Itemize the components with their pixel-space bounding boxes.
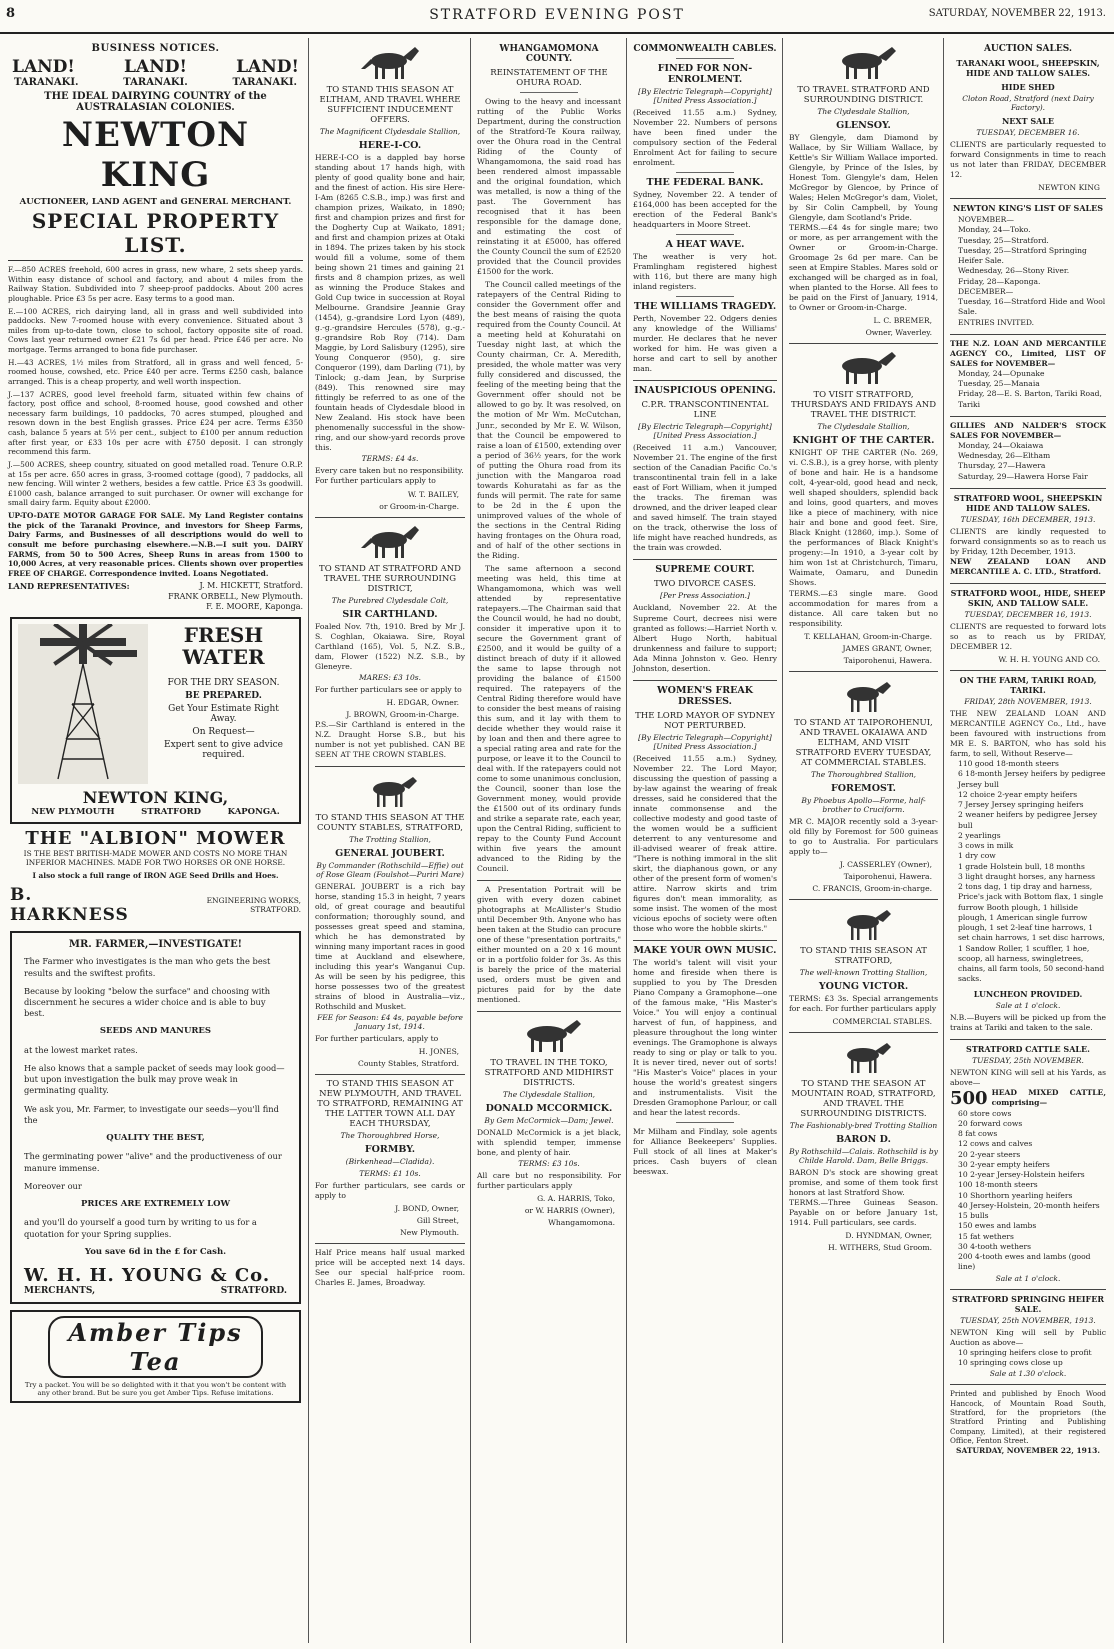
taranaki-banner — [8, 77, 303, 88]
ad-terms: TERMS: £3 10s. — [518, 1159, 580, 1169]
column-stallions-2 — [785, 38, 942, 1643]
fresh-water-ad — [10, 617, 301, 824]
farmer-para: The Farmer who investigates is the man who gets the best results and the swiftest profits. — [24, 956, 271, 978]
ad-sig: COMMERCIAL STABLES. — [832, 1016, 932, 1026]
ad-heading: TO TRAVEL STRATFORD AND SURROUNDING DISTRICT. — [797, 85, 930, 105]
paper-title: STRATFORD EVENING POST — [429, 7, 685, 23]
ad-sig: C. FRANCIS, Groom-in-charge. — [812, 883, 932, 893]
ad-sub: The Thoroughbred Horse, — [340, 1130, 440, 1140]
sale-list-item: Friday, 28—E. S. Barton, Tariki Road, Tariki — [958, 389, 1102, 409]
sale-location: Cloton Road, Stratford (next Dairy Factory). — [962, 94, 1094, 112]
sale-title: THE N.Z. LOAN AND MERCANTILE AGENCY CO., Limited, LIST OF SALES for NOVEMBER— — [950, 338, 1106, 368]
ad-heading: TO STAND THE SEASON AT MOUNTAIN ROAD, STRATFORD, AND TRAVEL THE SURROUNDING DISTRICTS. — [791, 1078, 936, 1119]
amber-tips-fine: Try a packet. You will be so delighted with it that you won't be content with any other brand. But be sure you get Amber Tips. Refuse imitations. — [24, 1381, 287, 1398]
farmer-para: Moreover our — [24, 1180, 82, 1191]
ad-sub: The Trotting Stallion, — [349, 834, 431, 844]
property-item: J.—137 ACRES, good level freehold farm, situated within few chains of factory, post office and school, 8-roomed house, good cowshed and other necessary farm buildings, 10 paddocks, 70 acres stumped, ploughed and resown down in the best English grasses. Price £24 per acre. Terms £350 cash, balance 5 years at 5½ per cent., subject to £100 per annum reduction after first year, or £33 10s per acre with £750 deposit. I can strongly recommend this farm. — [8, 389, 303, 457]
sale-body: CLIENTS are requested to forward lots so as to reach us by FRIDAY, DECEMBER 12. — [950, 621, 1106, 651]
column-rule — [626, 38, 627, 1643]
story-body: (Received 11 a.m.) Vancouver, November 21. The engine of the first section of the Canadian Pacific Co.'s transcontinental train fell in a lake east of Fort William, when it jumped the tracks. The fireman was drowned, and the driver leaped clear and saved himself. The train stayed on the track, otherwise the loss of life might have reached hundreds, as the train was crowded. — [633, 443, 777, 553]
sale-body: NEWTON King will sell by Public Auction as above— — [950, 1327, 1106, 1347]
ad-sig: or W. HARRIS (Owner), — [524, 1206, 615, 1216]
amber-tips-logo: Amber Tips Tea — [48, 1316, 263, 1378]
land-banner — [8, 57, 303, 77]
rep-name: FRANK ORBELL, New Plymouth. — [168, 591, 303, 601]
sale-date: TUESDAY, 16th DECEMBER, 1913. — [960, 514, 1096, 524]
story-body: Sydney, November 22. A tender of £164,000 has been accepted for the erection of the Federal Bank's headquarters in Moore Street. — [633, 190, 777, 230]
ad-body: BARON D's stock are showing great promise, and some of them took first honors at last Stratford Show. — [789, 1167, 938, 1197]
ad-sub: By Phoebus Apollo—Forme, half-brother to Cruciform. — [801, 795, 926, 814]
sale-list-item: DECEMBER— — [958, 286, 1014, 296]
horse-icon — [477, 1016, 621, 1054]
auction-sales-heading: AUCTION SALES. — [983, 44, 1073, 54]
iron-age-line: I also stock a full range of IRON AGE Seed Drills and Hoes. — [32, 870, 279, 880]
land-word: LAND! — [124, 57, 187, 77]
sale-list-item: 2 yearlings — [958, 830, 1001, 840]
sale-list-item: 2 weaner heifers by pedigree Jersey bull — [958, 810, 1098, 830]
sale-list-item: 10 springing heifers close to profit — [958, 1347, 1092, 1357]
sale-body: CLIENTS are kindly requested to forward consignments so as to reach us by Friday, 12th December, 1913. — [950, 526, 1106, 556]
property-item: H.—43 ACRES, 1½ miles from Stratford, all in grass and well fenced, 5-roomed house, cowshed, etc. Price £40 per acre. Terms £250 cash, balance arranged. This is a cheap property, and well worth inspection. — [8, 357, 303, 386]
ad-body: Foaled Nov. 7th, 1910. Bred by Mr J. S. Coghlan, Okaiawa. Sire, Royal Carthland (165), Vol. 5, N.Z. S.B., dam, Flower (1522) N.Z. S.B., by Gleneyre. — [315, 621, 465, 671]
ad-contact: For further particulars, apply to — [315, 1033, 439, 1043]
ad-sub: The Clydesdale Stallion, — [817, 107, 910, 116]
sale-list-item: 3 light draught horses, any harness — [958, 871, 1096, 881]
reps-label: LAND REPRESENTATIVES: — [8, 581, 130, 592]
sale-title: NEXT SALE — [1001, 116, 1055, 126]
masthead — [0, 0, 1114, 34]
ad-sub: (Birkenhead—Cladida). — [345, 1156, 435, 1166]
ad-body: KNIGHT OF THE CARTER (No. 269, vi. C.S.B.), is a grey horse, with plenty of bone and hair. He is a handsome colt, 4-year-old, good head and neck, well shaped shoulders, splendid back and loins, good quarters, and moves like a piece of machinery, with nice hair and bone and good feet. Sire, Black Knight (12860, imp.). Some of the performances of Black Knight's progeny:—In 1910, a 3-year colt by him won 1st at Christchurch, Timaru, Waimate, Oamaru, and Dunedin Shows. — [789, 448, 938, 588]
farmer-para: and you'll do yourself a good turn by writing to us for a quotation for your Spring supplies. — [24, 1217, 257, 1239]
half-price-notice: Half Price means half usual marked price will be accepted next 14 days. See our special half-price room. Charles E. James, Broadway. — [315, 1247, 465, 1287]
sale-list-item: 15 fat wethers — [958, 1231, 1014, 1241]
ad-name: YOUNG VICTOR. — [818, 980, 909, 992]
sale-title: TARANAKI WOOL, SHEEPSKIN, HIDE AND TALLOW SALES. — [956, 58, 1100, 78]
sale-title: STRATFORD SPRINGING HEIFER SALE. — [952, 1293, 1104, 1314]
farmer-para: QUALITY THE BEST, — [106, 1132, 205, 1143]
ad-sig: W. T. BAILEY, — [407, 489, 459, 499]
column-cables — [629, 38, 781, 1643]
ad-terms: TERMS: £1 10s. — [359, 1168, 421, 1178]
ad-terms: TERMS.—Three Guineas Season. Payable on or before January 1st, 1914. Full particulars, see cards. — [789, 1197, 938, 1227]
ad-note: Every care taken but no responsibility. — [315, 466, 464, 476]
taranaki-word: TARANAKI. — [123, 77, 188, 88]
sale-list-item: 2 tons dag, 1 tip dray and harness, Price's jack with Bottom flax, 1 single furrow Booth plough, 1 hillside plough, 1 American single furrow plough, 1 set 2-leaf tine harrows, 1 set chain harrows, 1 set disc harrows, 1 Sandow Roller, 1 scuffler, 1 hoe, scoop, all harness, swingletrees, chains, all farm tools, 50 second-hand sacks. — [958, 882, 1105, 984]
ad-heading: TO STAND THIS SEASON AT STRATFORD, — [800, 945, 927, 966]
ad-contact: For further particulars apply to — [315, 476, 436, 486]
article-para: The Council called meetings of the ratepayers of the Central Riding to consider the Government offer and the best means of raising the quota required from the County Council. At a meeting held at Kohuratahi on Tuesday night last, at which the County chairman, Cr. A. Meredith, presided, the whole matter was very fully considered and discussed, the feeling of the meeting being that the Government offer should not be allowed to go by. It was resolved, on the motion of Mr Wm. McCutchan, Junr., seconded by Mr E. W. Wilson, that the Council be empowered to raise a loan of £1500, extending over a period of 36½ years, for the work of putting the Ohura road from its junction with the Mangaroa road towards Kohuratahi as far as the funds will permit. The rate for same to be 2d in the £ upon the unimproved values of the whole of the sections in the Central Riding having frontages on the Ohura road, and of half of the other sections in the Riding. — [477, 280, 621, 560]
sale-list-item: 10 Shorthorn yearling heifers — [958, 1190, 1073, 1200]
horse-icon — [315, 522, 465, 560]
column-business-notices — [4, 38, 307, 1643]
horse-icon — [789, 904, 938, 942]
publisher-imprint: Printed and published by Enoch Wood Hancock, of Mountain Road South, Stratford, for the proprietors (the Stratford Printing and Publishing Company, Limited), at their registered Office, Fenton Street. — [950, 1384, 1106, 1445]
ad-sub: By Commander (Rothschild—Effie) out of Rose Gleam (Foulshot—Puriri Mare) — [316, 860, 464, 879]
story-note: Mr Milham and Findlay, sole agents for Alliance Beekeepers' Supplies. Full stock of all lines at Maker's prices. Cash buyers of clean beeswax. — [633, 1127, 777, 1177]
sale-list — [950, 441, 1106, 482]
sale-list — [950, 215, 1106, 328]
article-headline: WHANGAMOMONA COUNTY. — [499, 44, 599, 64]
ad-terms: MARES: £3 10s. — [359, 672, 421, 682]
land-representatives — [8, 581, 303, 612]
sale-list — [950, 369, 1106, 410]
sale-list — [950, 759, 1106, 985]
sale-body: THE NEW ZEALAND LOAN AND MERCANTILE AGENCY Co., Ltd., have been favoured with instructions from MR E. S. BARTON, who has sold his farm, to sell, Without Reserve— — [950, 709, 1106, 759]
farmer-investigate-ad — [10, 931, 301, 1304]
sale-title: STRATFORD CATTLE SALE. — [966, 1043, 1090, 1054]
ad-body: DONALD McCormick is a jet black, with splendid temper, immense bone, and plenty of hair. — [477, 1128, 621, 1158]
story-title: FINED FOR NON-ENROLMENT. — [657, 63, 753, 85]
sale-list-item: Tuesday, 25—Manaia — [958, 379, 1040, 389]
farmer-para: Because by looking "below the surface" and choosing with discernment he secures a wider choice and is able to buy best. — [24, 985, 271, 1019]
ad-name: HERE-I-CO. — [358, 140, 422, 151]
ad-name: DONALD MCCORMICK. — [485, 1103, 613, 1115]
cattle-count: 500 — [950, 1087, 988, 1109]
sale-list-item: ENTRIES INVITED. — [958, 317, 1035, 327]
luncheon-line: LUNCHEON PROVIDED. — [973, 988, 1083, 999]
cattle-head-line: HEAD MIXED CATTLE, comprising— — [991, 1088, 1106, 1108]
ad-contact: For further particulars, see cards or apply to — [315, 1180, 465, 1200]
sale-list-item: 100 18-month steers — [958, 1180, 1038, 1190]
column-rule — [470, 38, 471, 1643]
ad-terms: TERMS: £4 4s. — [361, 454, 419, 464]
sale-date: TUESDAY, DECEMBER 16. — [976, 128, 1080, 137]
sale-sig: NEWTON KING — [1038, 183, 1100, 193]
amber-tips-ad — [10, 1310, 301, 1403]
story-title: SUPREME COURT. — [655, 564, 755, 576]
sale-list-item: 1 dry cow — [958, 851, 996, 861]
story-body: Auckland, November 22. At the Supreme Court, decrees nisi were granted as follows:—Harriet North v. Albert Hugo North, habitual drunkenness and failure to support; Ada Minna Johnston v. Geo. Henry Johnston, desertion. — [633, 603, 777, 673]
horse-icon — [789, 348, 938, 386]
newton-king-towns — [18, 807, 293, 817]
ad-heading: TO STAND THIS SEASON AT ELTHAM, AND TRAVEL WHERE SUFFICIENT INDUCEMENT OFFERS. — [319, 85, 461, 125]
taranaki-word: TARANAKI. — [232, 77, 297, 88]
ad-body: BY Glengyle, dam Diamond by Wallace, by Sir William Wallace, by Kettle's Sir William Wallace imported. Glengyle, by Prince of the Isles, by Honest Tom. Glengyle's dam, Helen McGregor by Glencoe, by Prince of Wales; Helen McGregor's dam, Violet, by Sir Colin Campbell, by Young Glengyle, dam Scotland's Pride. — [789, 133, 938, 223]
sale-list-item: Tuesday, 25—Stratford. — [958, 235, 1049, 245]
property-item: E.—100 ACRES, rich dairying land, all in grass and well subdivided into paddocks. New 7-roomed house with every convenience. Situated about 3 miles from up-to-date town, close to school, factory opposite site of road. Cows last year returned owner £21 7s 6d per head. Price £46 per acre. No mortgage. Terms arranged to bona fide purchaser. — [8, 306, 303, 354]
ad-sig: New Plymouth. — [400, 1227, 459, 1237]
ad-body: HERE-I-CO is a dappled bay horse standing about 17 hands high, with plenty of good quality bone and hair, and the finest of action. His sire Here-I-Am (8265 C.S.B., imp.) was first and champion prizes, Waikato, in 1890; first and champion prizes and first for the Dogherty Cup at Waikato, 1891; and first and champion prizes at Otaki in 1894. The prizes taken by his stock would fill a volume, some of them being shown 21 times and gaining 21 firsts and 8 champion prizes, as well as winning the Produce Stakes and Gold Cup twice in succession at Royal Melbourne. Grandsire Jeannie Gray (1454), g.-grandsire Lord Lyon (489), g.-g.-grandsire Hercules (578), g.-g.-g.-grandsire Rob Roy (714). Dam Maggie, by Lord Salisbury (1295), sire Young Conqueror (950), g. sire Conqueror (199), dam Darling (71), by Tinlock; g.-dam Jean, by Surprise (849). This renowned sire may fittingly be referred to as one of the fountain heads of Clydesdale blood in New Zealand. His stock have been phenomenally successful in the show-ring, and our show-yard records prove this. — [315, 153, 465, 453]
ad-sub: The Clydesdale Stallion, — [817, 422, 910, 432]
ad-name: SIR CARTHLAND. — [342, 608, 438, 620]
ad-note: P.S.—Sir Carthland is entered in the N.Z. Draught Horse S.B., but his number is not yet published. CAN BE SEEN AT THE CROWN STABLES. — [315, 719, 465, 759]
sale-time: Sale at 1 o'clock. — [995, 1273, 1061, 1283]
ad-name: FOREMOST. — [831, 782, 896, 794]
sale-list-item: Saturday, 29—Hawera Horse Fair — [958, 471, 1088, 481]
sale-body: NEWTON KING will sell at his Yards, as above— — [950, 1067, 1106, 1087]
sale-list-item: 6 18-month Jersey heifers by pedigree Jersey bull — [958, 769, 1106, 789]
story-body: (Received 11.55 a.m.) Sydney, November 22. The Lord Mayor, discussing the question of passing a by-law against the wearing of freak dresses, said he considered that the innate commonsense and the collective modesty and good taste of the women would be a sufficient deterrent to any venturesome and ill-advised wearer of freak attire. "There is nothing immoral in the slit skirt, the diaphanous gown, or any other of the present form of women's attire. Narrow skirts and trim figures don't mean immorality, as some insist. The women of the most vicious epochs of society were often those who wore the hobble skirts." — [633, 753, 777, 933]
sale-list-item: 110 good 18-month steers — [958, 759, 1059, 769]
whyoung-town: STRATFORD. — [220, 1286, 287, 1297]
horse-icon — [315, 43, 465, 81]
ad-sig: or Groom-in-Charge. — [379, 501, 459, 511]
sale-list-item: 200 4-tooth ewes and lambs (good line) — [958, 1252, 1091, 1272]
ad-terms: TERMS: £3 3s. Special arrangements for each. For further particulars apply — [789, 993, 938, 1013]
farmer-para: We ask you, Mr. Farmer, to investigate our seeds—you'll find the — [24, 1103, 279, 1125]
sale-note: N.B.—Buyers will be picked up from the trains at Tariki and taken to the sale. — [950, 1012, 1106, 1032]
newton-king-footer: NEWTON KING, — [82, 787, 229, 807]
sale-date: TUESDAY, 25th NOVEMBER. — [972, 1055, 1084, 1065]
ad-sig: H. EDGAR, Owner. — [386, 697, 459, 707]
sale-list-item: 8 fat cows — [958, 1129, 998, 1139]
taranaki-word: TARANAKI. — [14, 77, 79, 88]
sale-sig: W. H. H. YOUNG AND CO. — [998, 655, 1100, 665]
sale-title: HIDE SHED — [1001, 82, 1055, 92]
fw-line: BE PREPARED. — [185, 690, 262, 701]
ad-body: GENERAL JOUBERT is a rich bay horse, standing 15.3 in height, 7 years old, of great courage and beautiful conformation; thoroughly sound, and possesses great speed and stamina, which he has demonstrated by winning many important races in good time at Auckland and elsewhere, including this year's Wanganui Cup. As will be seen by his pedigree, this horse possesses two of the greatest strains of blood in Australia—viz., Rothschild and Musket. — [315, 881, 465, 1011]
fw-line: On Request— — [192, 726, 255, 737]
property-item: J.—500 ACRES, sheep country, situated on good metalled road. Tenure O.R.P. at 15s per acre. 650 acres in grass, 3-roomed cottage (good), 7 paddocks, all new fencing. Will winter 2 wethers, besides a few cattle. Price £3 3s goodwill. £1000 cash, balance arranged to suit purchaser. Or owner will exchange for small dairy farm. Equity about £2000. — [8, 459, 303, 508]
sale-list-item: 150 ewes and lambs — [958, 1221, 1037, 1231]
windmill-illustration — [18, 624, 148, 784]
ad-sig: G. A. HARRIS, Toko, — [537, 1194, 615, 1204]
sale-list-item: 20 forward cows — [958, 1118, 1023, 1128]
fw-line: Get Your Estimate Right Away. — [168, 703, 279, 724]
ad-sig: Taiporohenui, Hawera. — [843, 871, 932, 881]
column-rule — [308, 38, 309, 1643]
column-stallions-1 — [311, 38, 469, 1643]
ad-contact: For further particulars see or apply to — [315, 684, 462, 694]
ad-name: KNIGHT OF THE CARTER. — [792, 435, 935, 447]
sale-date: TUESDAY, DECEMBER 16, 1913. — [964, 609, 1092, 619]
page-number: 8 — [6, 6, 16, 21]
cattle-count-row — [950, 1088, 1106, 1109]
story-credit: [By Electric Telegraph—Copyright] [United Press Association.] — [638, 87, 772, 105]
ad-note: All care but no responsibility. For further particulars apply — [477, 1171, 621, 1191]
ad-sig: L. C. BREMER, — [873, 316, 932, 326]
ad-sub: The Fashionably-bred Trotting Stallion — [789, 1120, 938, 1130]
sale-list-item: Thursday, 27—Hawera — [958, 461, 1046, 471]
story-credit: [Per Press Association.] — [660, 591, 750, 601]
sale-time: Sale at 1 o'clock. — [995, 1000, 1061, 1010]
sale-date: TUESDAY, 25th NOVEMBER, 1913. — [960, 1315, 1096, 1325]
ad-sub: The Thoroughbred Stallion, — [810, 769, 917, 779]
sale-list-item: 1 grade Holstein bull, 18 months — [958, 861, 1085, 871]
ad-sig: J. CASSERLEY (Owner), — [839, 859, 932, 869]
sale-title: STRATFORD WOOL, SHEEPSKIN HIDE AND TALLOW SALES. — [953, 492, 1103, 513]
sale-list-item: 3 cows in milk — [958, 841, 1014, 851]
ad-name: GENERAL JOUBERT. — [335, 847, 445, 859]
sale-list-item: 10 springing cows close up — [958, 1357, 1063, 1367]
sale-title: STRATFORD WOOL, HIDE, SHEEP SKIN, AND TALLOW SALE. — [950, 587, 1106, 608]
land-word: LAND! — [236, 57, 299, 77]
story-title: A HEAT WAVE. — [665, 239, 745, 251]
column-rule — [782, 38, 783, 1643]
rep-name: J. M. HICKETT, Stratford. — [199, 581, 303, 591]
sale-list-item: Monday, 24—Okaiawa — [958, 440, 1044, 450]
ad-heading: TO STAND THIS SEASON AT THE COUNTY STABLES, STRATFORD, — [315, 812, 465, 833]
story-sub: TWO DIVORCE CASES. — [654, 579, 756, 590]
ad-sub: The Magnificent Clydesdale Stallion, — [319, 127, 461, 136]
harkness-name: B. HARKNESS — [10, 885, 129, 926]
sale-time: Sale at 1.30 o'clock. — [989, 1369, 1067, 1379]
story-credit: [By Electric Telegraph—Copyright] [United Press Association.] — [638, 732, 772, 751]
story-title: THE FEDERAL BANK. — [646, 177, 764, 189]
whyoung-sub — [24, 1286, 287, 1296]
sale-date: FRIDAY, 28th NOVEMBER, 1913. — [964, 697, 1092, 707]
sale-list-item: 30 4-tooth wethers — [958, 1241, 1031, 1251]
sale-list-item: Monday, 24—Opunake — [958, 368, 1045, 378]
ideal-dairying-line: THE IDEAL DAIRYING COUNTRY of the AUSTRALASIAN COLONIES. — [44, 91, 267, 113]
ad-heading: TO STAND AT STRATFORD AND TRAVEL THE SURROUNDING DISTRICT, — [319, 563, 461, 594]
ad-sig: Taiporohenui, Hawera. — [843, 655, 932, 665]
business-notices-heading: BUSINESS NOTICES. — [91, 43, 220, 54]
story-body: (Received 11.55 a.m.) Sydney, November 22. Numbers of persons have been fined under the compulsory section of the Federal Enrolment Act for failing to secure enrolment. — [633, 108, 777, 168]
town: NEW PLYMOUTH — [31, 806, 115, 817]
albion-mower-text: IS THE BEST BRITISH-MADE MOWER AND COSTS NO MORE THAN INFERIOR MACHINES. MADE FOR TWO HORSES OR ONE HORSE. — [23, 848, 288, 868]
ad-terms: FEE for Season: £4 4s, payable before January 1st, 1914. — [317, 1012, 463, 1031]
issue-date: SATURDAY, NOVEMBER 22, 1913. — [928, 8, 1106, 19]
sale-body: CLIENTS are particularly requested to forward Consignments in time to reach us not later than FRIDAY, DECEMBER 12. — [950, 140, 1106, 180]
sale-list-item: 10 2-year Jersey-Holstein heifers — [958, 1170, 1085, 1180]
ad-sig: J. BOND, Owner, — [395, 1203, 459, 1213]
sale-title: ON THE FARM, TARIKI ROAD, TARIKI. — [959, 675, 1097, 696]
ad-sub: The well-known Trotting Stallion, — [799, 967, 928, 977]
sale-list-item: Wednesday, 26—Eltham — [958, 451, 1051, 461]
sale-list-item: Tuesday, 25—Stratford Springing Heifer Sale. — [958, 245, 1087, 266]
fw-line: FOR THE DRY SEASON. — [167, 677, 280, 688]
ad-sub: The Clydesdale Stallion, — [502, 1090, 596, 1100]
ad-sig: Gill Street, — [416, 1215, 459, 1225]
portrait-notice: A Presentation Portrait will be given with every dozen cabinet photographs at McAllister's Studio until December 9th. Anyone who has been taken at the Studio can procure one of these "presentation portraits," either mounted on a 20 x 16 mount or in a portfolio folder for 3s. As this is barely the price of the material used, orders must be given and pictures paid for by the date mentioned. — [477, 885, 621, 1005]
ad-sig: H. JONES, — [418, 1046, 459, 1056]
sale-list-item: 30 2-year empty heifers — [958, 1159, 1050, 1169]
sale-title: GILLIES AND NALDER'S STOCK SALES FOR NOVEMBER— — [950, 420, 1106, 440]
ad-sig: Whangamomona. — [548, 1218, 615, 1228]
story-title: WOMEN'S FREAK DRESSES. — [657, 684, 753, 707]
ad-terms: TERMS.—£3 single mare. Good accommodation for mares from a distance. All care taken but no responsibility. — [789, 588, 938, 628]
horse-icon — [789, 1037, 938, 1075]
special-property-list-title: SPECIAL PROPERTY LIST. — [8, 209, 303, 261]
story-body: The weather is very hot. Framlingham registered highest with 116, but there are many high inland registers. — [633, 252, 777, 292]
farmer-para: You save 6d in the £ for Cash. — [84, 1246, 227, 1257]
sale-list-item: 20 2-year steers — [958, 1149, 1021, 1159]
ad-sig: Owner, Waverley. — [865, 328, 932, 338]
ad-sig: T. KELLAHAN, Groom-in-Charge. — [804, 631, 932, 641]
ad-sub: By Rothschild—Calais. Rothschild is by Childe Harold. Dam, Belle Briggs. — [789, 1146, 938, 1165]
sale-list — [950, 1109, 1106, 1273]
ad-sig: D. HYNDMAN, Owner, — [845, 1230, 932, 1240]
town: KAPONGA. — [227, 806, 280, 817]
sale-list-item: 12 choice 2-year empty heifers — [958, 789, 1078, 799]
imprint-date: SATURDAY, NOVEMBER 22, 1913. — [956, 1446, 1100, 1456]
farmer-para: SEEDS AND MANURES — [99, 1026, 212, 1037]
sale-list — [950, 1348, 1106, 1369]
article-subhead: REINSTATEMENT OF THE OHURA ROAD. — [490, 68, 608, 88]
whyoung-name: W. H. H. YOUNG & Co. — [24, 1265, 271, 1287]
horse-icon — [315, 771, 465, 809]
sale-list-item: 15 bulls — [958, 1211, 989, 1221]
article-para: The same afternoon a second meeting was held, this time at Whangamomona, which was well attended by representative ratepayers.—The Chairman said that the Council would, he had no doubt, consider it imperative upon it to secure the Government grant of £2500, and it would be guilty of a distinct breach of duty if it allowed the same to lapse through not providing the balance of £1500 required. The ratepayers of the Central Riding therefore would have to consider the best means of raising this sum, and it lay with them to decide whether they would raise it by loan and then and there agree to a special rating area and rate for the purpose, or leave it to the Council to deal with. If the ratepayers could not come to some unanimous conclusion, the Council, sooner than lose the Government money, would provide the £1500 out of its ordinary funds and strike a separate rate, each year, upon the Central Riding, sufficient to repay to the County Fund Account within five years the amount advanced to the Riding by the Council. — [477, 563, 621, 874]
sale-list-item: 40 Jersey-Holstein, 20-month heifers — [958, 1200, 1100, 1210]
sale-list-item: Monday, 24—Toko. — [958, 225, 1031, 235]
property-item: F.—850 ACRES freehold, 600 acres in grass, new whare, 2 sets sheep yards. Within easy distance of school and factory, and about 4 miles from the Railway Station. Subdivided into 7 sheep-proof paddocks. About 200 acres ploughable. Price £3 5s per acre. Easy terms to a good man. — [8, 265, 303, 303]
sale-list-item: Wednesday, 26—Stony River. — [958, 266, 1070, 276]
story-body: The world's talent will visit your home and fireside when there is supplied to you by The Dresden Piano Company a Gramophone—one of the famous make, "His Master's Voice." You will enjoy a continual harvest of fun, of happiness, and pleasure throughout the long winter evenings. The Gramophone is always ready to sing or play or talk to you. It is never tired, never out of sorts! "His Master's Voice" places in your house the world's greatest singers and instrumentalists. Visit the Dresden Gramophone Parlour, or call and hear the latest records. — [633, 957, 777, 1118]
column-rule — [943, 38, 944, 1643]
story-sub: THE LORD MAYOR OF SYDNEY NOT PERTURBED. — [635, 710, 775, 731]
newton-king-title: NEWTON KING — [61, 115, 250, 195]
ad-terms: TERMS.—£4 4s for single mare; two or more, as per arrangement with the Owner or Groom-in-Charge. Groomage 2s 6d per mare. Can be seen at Empire Stables. Mares sold or exchanged will be charged as in foal, when planted to the Horse. All fees to be paid on the First of January, 1914, to Owner or Groom-in-Charge. — [789, 223, 938, 313]
rep-name: F. E. MOORE, Kaponga. — [206, 602, 303, 612]
ad-sig: JAMES GRANT, Owner, — [842, 643, 932, 653]
story-sub: C.P.R. TRANSCONTINENTAL LINE — [641, 400, 769, 421]
story-title: INAUSPICIOUS OPENING. — [634, 385, 776, 397]
whyoung-signature — [24, 1265, 287, 1286]
farmer-para: The germinating power "alive" and the productiveness of our manure immense. — [24, 1151, 282, 1173]
horse-icon — [789, 43, 938, 81]
story-credit: [By Electric Telegraph—Copyright] [United Press Association.] — [638, 422, 772, 441]
sale-title: NEWTON KING'S LIST OF SALES — [952, 203, 1104, 214]
ad-sig: County Stables, Stratford. — [358, 1058, 459, 1068]
farmer-para: He also knows that a sample packet of seeds may look good—but upon investigation the bulk may prove weak in germinating quality. — [24, 1063, 285, 1096]
town: STRATFORD — [141, 806, 202, 817]
fw-line: Expert sent to give advice required. — [164, 739, 283, 760]
story-title: MAKE YOUR OWN MUSIC. — [633, 944, 777, 956]
ad-heading: TO STAND AT TAIPOROHENUI, AND TRAVEL OKAIAWA AND ELTHAM, AND VISIT STRATFORD EVERY TUESDAY, AT COMMERCIAL STABLES. — [794, 717, 933, 768]
fresh-water-title: FRESH WATER — [182, 622, 265, 669]
whyoung-merchants: MERCHANTS, — [24, 1286, 96, 1297]
sale-sig: NEW ZEALAND LOAN AND MERCANTILE A. C. LTD., Stratford. — [950, 556, 1106, 576]
article-para: Owing to the heavy and incessant rutting of the Public Works Department, during the construction of the Stratford-Te Koura railway, over the Ohura road in the Central Riding of the County of Whangamomona, the said road has been rendered almost impassable and the original foundation, which was metalled, is now a thing of the past. The Government has recognised that it has been responsible for the damage done, and estimating the cost of reinstating it at £5000, has offered the County Council the sum of £2520 provided that the Council provides £1500 for the work. — [477, 97, 621, 277]
column-county-news — [473, 38, 625, 1643]
auctioneer-line: AUCTIONEER, LAND AGENT and GENERAL MERCHANT. — [19, 197, 292, 207]
albion-mower-title: THE "ALBION" MOWER — [25, 827, 286, 849]
land-word: LAND! — [12, 57, 75, 77]
ad-body: MR C. MAJOR recently sold a 3-year-old filly by Foremost for 500 guineas to go to Australia. For particulars apply to— — [789, 816, 938, 856]
column-auction-sales — [946, 38, 1110, 1643]
sale-list-item: NOVEMBER— — [958, 215, 1014, 225]
horse-icon — [789, 676, 938, 714]
sale-list-item: 12 cows and calves — [958, 1139, 1033, 1149]
harkness-ad — [8, 883, 303, 927]
ad-name: GLENSOY. — [836, 120, 891, 131]
ad-sub: The Purebred Clydesdale Colt, — [331, 595, 449, 605]
sale-list-item: 7 Jersey Jersey springing heifers — [958, 800, 1084, 810]
section-headline: COMMONWEALTH CABLES. — [633, 44, 777, 54]
ad-heading: TO STAND THIS SEASON AT NEW PLYMOUTH, AND TRAVEL TO STRATFORD, REMAINING AT THE LATTER TOWN ALL DAY EACH THURSDAY, — [317, 1078, 463, 1129]
ad-sig: J. BROWN, Groom-in-Charge. — [346, 709, 459, 719]
ad-sub: By Gem McCormick—Dam; Jewel. — [484, 1116, 614, 1126]
farmer-para: at the lowest market rates. — [24, 1044, 138, 1055]
ad-heading: TO TRAVEL IN THE TOKO, STRATFORD AND MIDHIRST DISTRICTS. — [484, 1058, 614, 1089]
motor-garage-notice: UP-TO-DATE MOTOR GARAGE FOR SALE. My Land Register contains the pick of the Taranaki Province, and investors for Sheep Farms, Dairy Farms, and Businesses of all descriptions would do well to consult me before purchasing elsewhere.—N.B.—I suit you. DAIRY FARMS, from 50 to 500 Acres, Sheep Runs in areas from 1500 to 10,000 Acres, at very reasonable prices. Clients shown over properties FREE OF CHARGE. Correspondence invited. Loans Negotiated. — [8, 511, 303, 578]
ad-name: FORMBY. — [364, 1143, 416, 1155]
story-body: Perth, November 22. Odgers denies any knowledge of the Williams' murder. He declares that he never worked for him. He was given a horse and cart to sell by another man. — [633, 314, 777, 374]
ad-heading: TO VISIT STRATFORD, THURSDAYS AND FRIDAYS AND TRAVEL THE DISTRICT. — [790, 390, 937, 421]
sale-list-item: Tuesday, 16—Stratford Hide and Wool Sale. — [958, 297, 1106, 317]
ad-name: BARON D. — [836, 1133, 891, 1145]
farmer-title: MR. FARMER,—INVESTIGATE! — [68, 939, 243, 951]
sale-list-item: 60 store cows — [958, 1108, 1012, 1118]
farmer-para: PRICES ARE EXTREMELY LOW — [80, 1198, 231, 1209]
harkness-sub: ENGINEERING WORKS, STRATFORD. — [206, 896, 301, 915]
ad-sig: H. WITHERS, Stud Groom. — [828, 1242, 932, 1252]
sale-list-item: Friday, 28—Kaponga. — [958, 276, 1041, 286]
story-title: THE WILLIAMS TRAGEDY. — [633, 301, 777, 313]
